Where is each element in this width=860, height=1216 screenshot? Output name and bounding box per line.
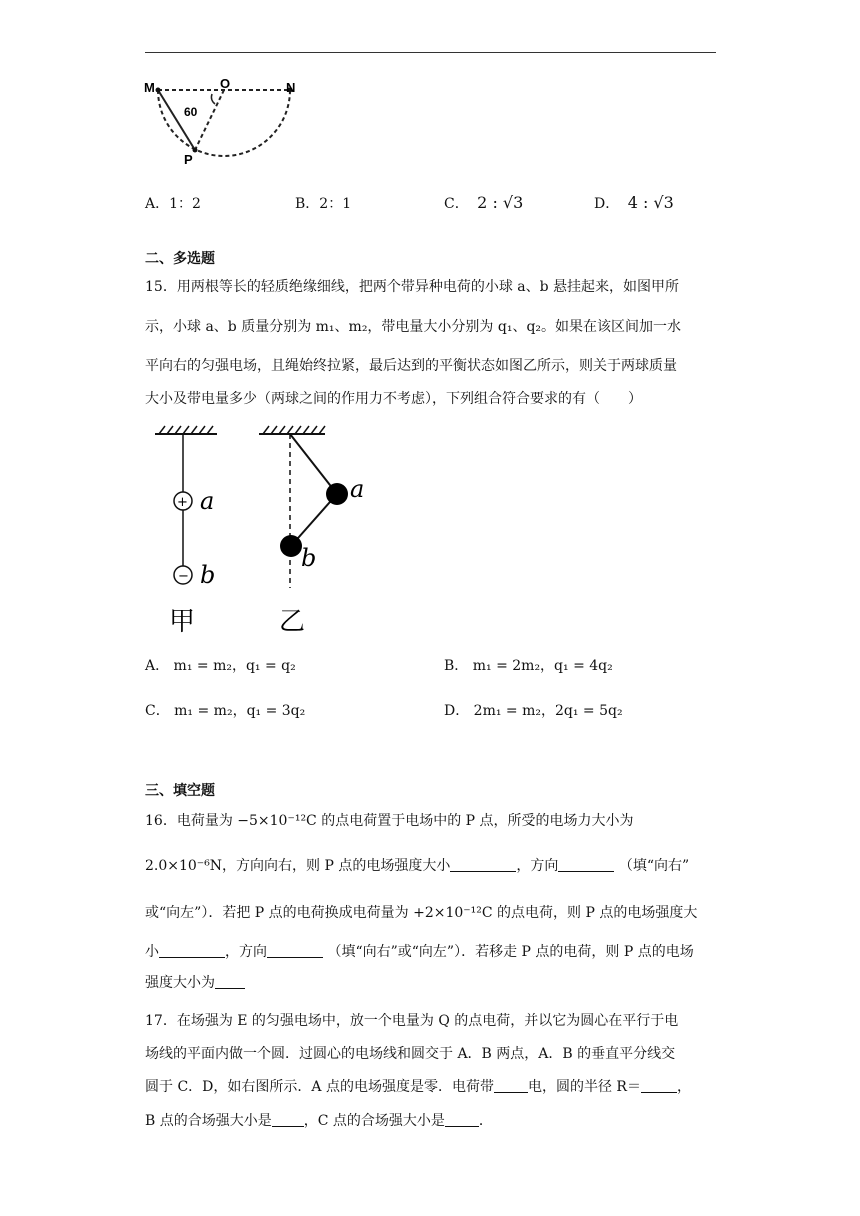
q17-blank-2[interactable]: [641, 1078, 677, 1093]
q16-blank-4[interactable]: [267, 943, 323, 958]
q14-option-c: [444, 193, 523, 213]
q16-line5-a: 强度大小为: [145, 975, 215, 991]
q14-option-d-label: D．: [594, 196, 620, 212]
q17-blank-3[interactable]: [272, 1112, 304, 1127]
q16-line4-c: （填“向右”或“向左”）．若移走 P 点的电荷，则 P 点的电场: [327, 944, 694, 960]
label-N: N: [286, 80, 296, 95]
q16-blank-3[interactable]: [159, 943, 225, 958]
fig-yi-label-b: b: [301, 544, 317, 572]
q15-option-a: A． m₁ = m₂，q₁ = q₂: [145, 658, 296, 674]
q14-option-c-expr: 2 : √3: [477, 193, 524, 212]
q16-line2: [145, 855, 689, 875]
section-title-multiple-choice: 二、多选题: [145, 251, 215, 267]
q14-option-c-label: C．: [444, 196, 469, 212]
q15-option-d: D． 2m₁ = m₂，2q₁ = 5q₂: [444, 703, 623, 719]
q16-line5: [145, 972, 245, 992]
q17-line4: [145, 1110, 493, 1130]
header-rule: [145, 52, 716, 53]
fig-yi-caption: 乙: [279, 607, 306, 637]
q16-line2-c: （填“向右”: [618, 858, 690, 874]
q17-line3-c: ，: [676, 1079, 691, 1095]
label-P: P: [184, 152, 193, 167]
semicircle-figure: [140, 70, 310, 175]
fig-yi-label-a: a: [350, 475, 365, 503]
label-angle: 60: [184, 105, 198, 119]
q17-line3-a: 圆于 C．D，如右图所示．A 点的电场强度是零．电荷带: [145, 1079, 494, 1095]
section-title-fill-blank: 三、填空题: [145, 783, 215, 799]
q17-line4-b: ，C 点的合场强大小是: [303, 1113, 445, 1129]
q14-option-a: A．1：2: [145, 196, 201, 212]
q15-line2: 示，小球 a、b 质量分别为 m₁、m₂，带电量大小分别为 q₁、q₂。如果在该区间加一水: [145, 319, 682, 335]
fig-jia-caption: 甲: [169, 607, 196, 637]
label-M: M: [144, 80, 155, 95]
q16-line2-b: ，方向: [516, 858, 559, 874]
q17-line3: [145, 1076, 691, 1096]
q16-blank-2[interactable]: [558, 857, 614, 872]
q17-line3-b: 电，圆的半径 R＝: [527, 1079, 641, 1095]
fig-jia-label-a: a: [200, 487, 215, 515]
q14-option-d-expr: 4 : √3: [627, 193, 674, 212]
svg-text:−: −: [178, 569, 189, 584]
q14-option-b: B．2：1: [295, 196, 352, 212]
q16-blank-1[interactable]: [450, 857, 516, 872]
q17-line4-c: ．: [478, 1113, 493, 1129]
q17-blank-4[interactable]: [445, 1112, 479, 1127]
label-O: O: [220, 76, 231, 91]
q16-line4-b: ，方向: [225, 944, 267, 960]
q15-line1: 15．用两根等长的轻质绝缘细线，把两个带异种电荷的小球 a、b 悬挂起来，如图甲所: [145, 279, 680, 295]
q16-line2-a: 2.0×10⁻⁶N，方向向右，则 P 点的电场强度大小: [145, 858, 451, 874]
q15-line3: 平向右的匀强电场，且绳始终拉紧，最后达到的平衡状态如图乙所示，则关于两球质量: [145, 358, 677, 374]
q16-blank-5[interactable]: [215, 974, 245, 989]
q15-option-b: B． m₁ = 2m₂，q₁ = 4q₂: [444, 658, 613, 674]
q17-line1: 17．在场强为 E 的匀强电场中，放一个电量为 Q 的点电荷，并以它为圆心在平行于电: [145, 1013, 679, 1029]
q17-line4-a: B 点的合场强大小是: [145, 1113, 272, 1129]
q16-line4-a: 小: [145, 944, 159, 960]
fig-jia-label-b: b: [200, 561, 216, 589]
pendulum-figure: [145, 420, 385, 645]
q15-option-c: C． m₁ = m₂，q₁ = 3q₂: [145, 703, 306, 719]
q16-line3: 或“向左”）．若把 P 点的电荷换成电荷量为 +2×10⁻¹²C 的点电荷，则 P 点的电场强度大: [145, 905, 698, 921]
q14-option-d: [594, 193, 674, 213]
svg-text:+: +: [177, 495, 188, 510]
q17-line2: 场线的平面内做一个圆．过圆心的电场线和圆交于 A．B 两点，A．B 的垂直平分线交: [145, 1046, 676, 1062]
q15-line4: 大小及带电量多少（两球之间的作用力不考虑），下列组合符合要求的有（ ）: [145, 391, 642, 407]
q16-line1: 16．电荷量为 −5×10⁻¹²C 的点电荷置于电场中的 P 点，所受的电场力大小为: [145, 813, 634, 829]
q17-blank-1[interactable]: [494, 1078, 528, 1093]
q16-line4: [145, 941, 694, 961]
